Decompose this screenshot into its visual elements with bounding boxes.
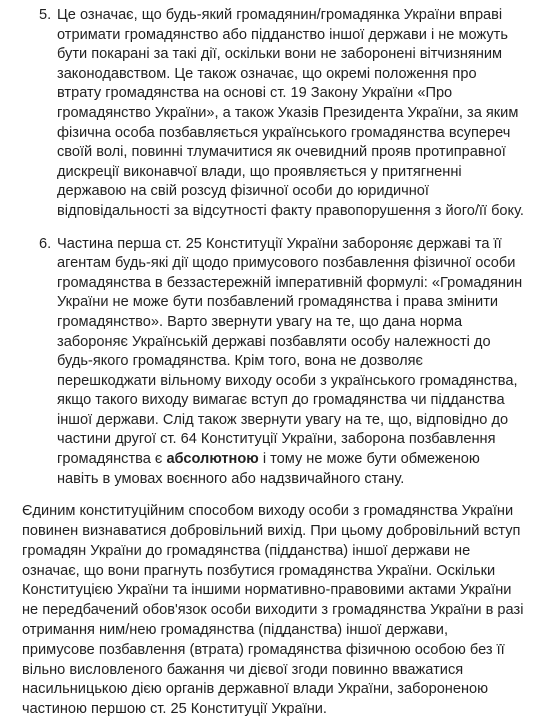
- list-item-number: 6.: [39, 235, 52, 252]
- bold-emphasis: абсолютною: [166, 451, 259, 468]
- text-segment: і тому не може бути обмеженою навіть в умовах воєнного або надзвичайного стану.: [57, 451, 480, 487]
- list-item-5: [22, 6, 524, 222]
- list-item-text: Це означає, що будь-який громадянин/громадянка України вправі отримати громадянство або підданство іншої держави і не можуть бути покарані за такі дії, оскільки вони не заборонені вітчизняним законодавством. Це також означає, що окремі положення про втрату громадянства на основі ст. 19 Закону України «Про громадянство України», а також Указів Президента України, за яким фізична особа позбавляється українського громадянства всупереч своїй волі, повинні тлумачитися як очевидний прояв протиправної дискреції виконавчої влади, що проявляється у притягненні державою на свій розсуд фізичної особи до юридичної відповідальності за відсутності факту правопорушення з його/її боку.: [57, 7, 524, 219]
- numbered-list: [22, 6, 524, 489]
- text-segment: Частина перша ст. 25 Конституції України забороняє державі та її агентам будь-які дії щодо примусового позбавлення фізичної особи громадянства в беззастережній імперативній формулі: «Громадянин України не може бути позбавлений громадянства і права змінити громадянство». Варто звернути увагу на те, що дана норма забороняє Українській державі позбавляти особу належності до будь-якого громадянства. Крім того, вона не дозволяє перешкоджати вільному виходу особи з українського громадянства, якщо такого виходу вимагає вступ до громадянства чи підданства іншої держави. Слід також звернути увагу на те, що, відповідно до частини другої ст. 64 Конституції України, заборона позбавлення громадянства є: [57, 235, 523, 468]
- conclusion-paragraph: Єдиним конституційним способом виходу особи з громадянства України повинен визнаватися добровільний вихід. При цьому добровільний вступ громадян України до громадянства (підданства) іншої держави не означає, що вони прагнуть позбутися громадянства України. Оскільки Конституцією України та іншими нормативно-правовими актами України не передбачений обов'язок особи виходити з громадянства України в разі отримання ним/нею громадянства (підданства) іншої держави, примусове позбавлення (втрата) громадянства фізичною особою без її вільно висловленого бажання чи дієвої згоди повинно вважатися насильницькою дією органів державної влади України, забороненою частиною першою ст. 25 Конституції України.: [22, 503, 524, 718]
- list-item-text: [57, 235, 524, 490]
- list-item-6: [22, 235, 524, 490]
- list-item-number: 5.: [39, 7, 52, 23]
